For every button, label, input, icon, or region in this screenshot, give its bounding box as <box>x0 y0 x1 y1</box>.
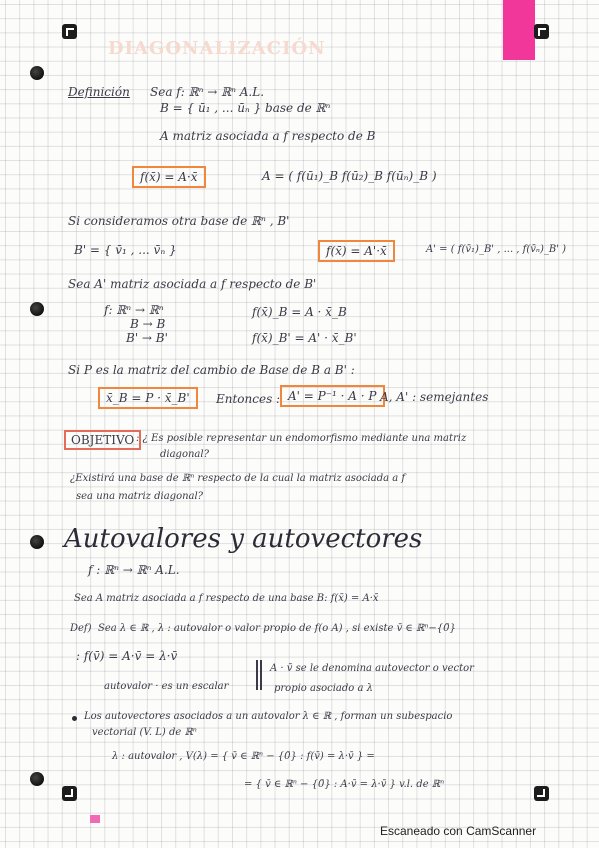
scanner-watermark: Escaneado con CamScanner <box>380 824 537 838</box>
boxed-formula: f(x̄) = A·x̄ <box>132 166 206 188</box>
text-line: λ : autovalor , V(λ) = { v̄ ∈ ℝⁿ − {0̄} : f(v̄) = λ·v̄ } = <box>112 751 375 762</box>
scan-corner-top-right-icon <box>534 24 549 39</box>
diagram-line: f: ℝⁿ → ℝⁿ <box>104 303 164 317</box>
pink-mark <box>90 815 100 823</box>
bullet-icon <box>72 716 77 721</box>
binder-hole-icon <box>30 66 44 80</box>
scan-corner-top-left-icon <box>62 24 77 39</box>
binder-hole-icon <box>30 772 44 786</box>
definition-label: Definición <box>68 85 130 99</box>
text-line: : f(v̄) = A·v̄ = λ·v̄ <box>76 649 178 663</box>
text-line: A, A' : semejantes <box>380 390 489 404</box>
scan-corner-bottom-left-icon <box>62 786 77 801</box>
text-line: propio asociado a λ <box>274 683 373 694</box>
relation-line: f(x̄)_B' = A' · x̄_B' <box>252 331 357 345</box>
separator-line <box>260 660 262 690</box>
text-line: Sea f: ℝⁿ → ℝⁿ A.L. <box>150 85 265 99</box>
binder-hole-icon <box>30 302 44 316</box>
text-line: Sea A matriz asociada a f respecto de una base B: f(x̄) = A·x̄ <box>74 593 379 604</box>
diagram-line: B' → B' <box>126 331 168 345</box>
section-title: Autovalores y autovectores <box>64 524 423 554</box>
text-line: Si consideramos otra base de ℝⁿ , B' <box>68 214 290 228</box>
text-line: autovalor · es un escalar <box>104 681 229 692</box>
objective-label: OBJETIVO <box>64 430 141 450</box>
text-line: Si P es la matriz del cambio de Base de B a B' : <box>68 363 355 377</box>
text-line: diagonal? <box>160 449 209 460</box>
boxed-formula: f(x̄) = A'·x̄ <box>318 240 395 262</box>
text-line: Sea A' matriz asociada a f respecto de B' <box>68 277 317 291</box>
text-line: vectorial (V. L) de ℝⁿ <box>92 727 197 738</box>
text-line: Entonces : <box>216 392 281 406</box>
matrix-formula: A = ( f(ū₁)_B f(ū₂)_B f(ūₙ)_B ) <box>262 169 437 183</box>
text-line: Los autovectores asociados a un autovalor λ ∈ ℝ , forman un subespacio <box>84 711 453 722</box>
text-line: B = { ū₁ , ... ūₙ } base de ℝⁿ <box>160 101 331 115</box>
scan-corner-bottom-right-icon <box>534 786 549 801</box>
binder-hole-icon <box>30 535 44 549</box>
text-line: sea una matriz diagonal? <box>76 491 204 502</box>
text-line: ¿Existirá una base de ℝⁿ respecto de la cual la matriz asociada a f <box>70 473 406 484</box>
separator-line <box>256 660 258 690</box>
relation-line: f(x̄)_B = A · x̄_B <box>252 305 347 319</box>
text-line: A · v̄ se le denomina autovector o vector <box>270 663 474 674</box>
text-line: : ¿ Es posible representar un endomorfismo mediante una matriz <box>136 433 467 444</box>
text-line: B' = { v̄₁ , ... v̄ₙ } <box>74 243 177 257</box>
text-line: f : ℝⁿ → ℝⁿ A.L. <box>88 563 180 577</box>
text-line: Sea λ ∈ ℝ , λ : autovalor o valor propio de f(o A) , si existe v̄ ∈ ℝⁿ−{0̄} <box>98 623 456 634</box>
boxed-formula: A' = P⁻¹ · A · P <box>280 385 385 407</box>
def-label: Def) <box>70 623 92 634</box>
pink-tab-marker <box>503 0 535 60</box>
boxed-formula: x̄_B = P · x̄_B' <box>98 387 198 409</box>
text-line: A matriz asociada a f respecto de B <box>160 129 376 143</box>
diagram-line: B → B <box>130 317 166 331</box>
matrix-formula: A' = ( f(v̄₁)_B' , ... , f(v̄ₙ)_B' ) <box>426 244 567 255</box>
faded-header: DIAGONALIZACIÓN <box>108 38 326 59</box>
text-line: = { v̄ ∈ ℝⁿ − {0̄} : A·v̄ = λ·v̄ } v.l. de ℝⁿ <box>244 779 445 790</box>
